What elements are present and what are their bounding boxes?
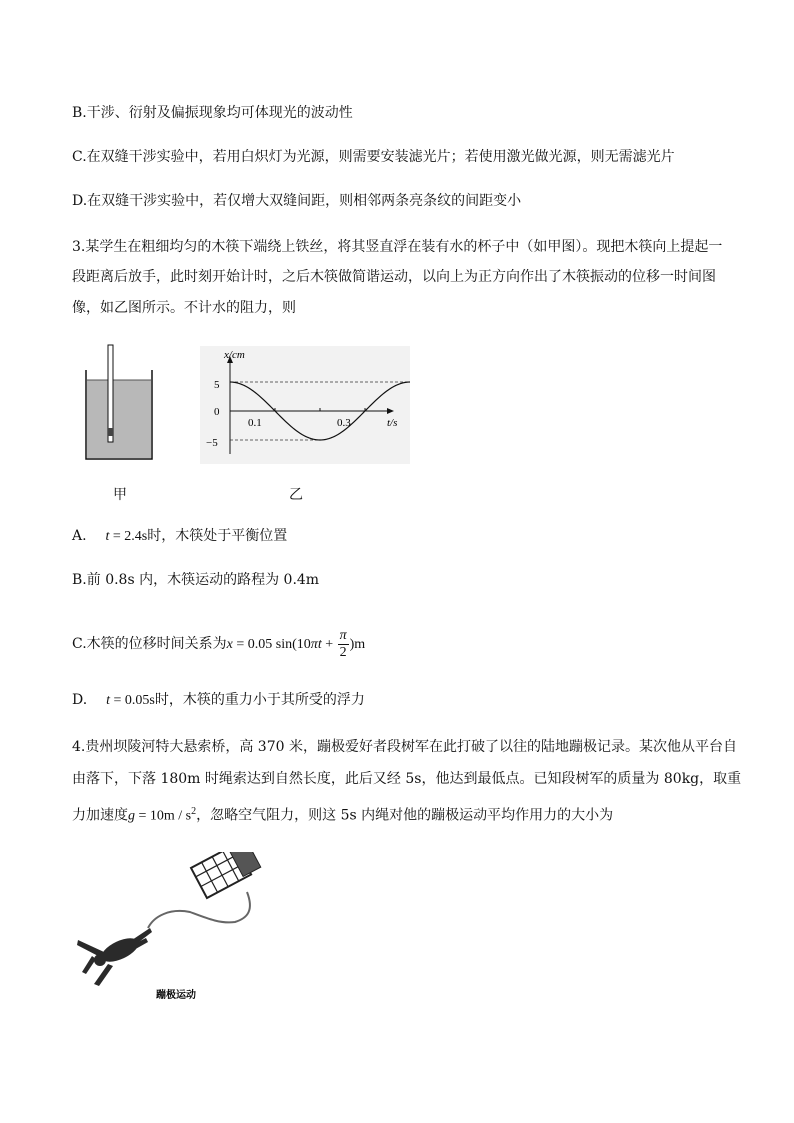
y-tick-label-neg5: −5 <box>206 437 218 449</box>
chopstick <box>108 345 113 442</box>
option-3a-equals: = 2.4s <box>109 529 148 544</box>
option-3d-prefix: D. <box>72 692 88 708</box>
option-3c-plus: + <box>321 637 337 652</box>
option-3a-var-t: t <box>105 529 110 544</box>
fig-jia-caption: 甲 <box>113 487 127 503</box>
q4-g-value: = 10m / s <box>135 808 192 824</box>
option-3c-lhs: x <box>226 637 233 652</box>
q4-line3-a: 力加速度 <box>72 807 128 824</box>
bungee-jumping-image <box>72 852 272 1008</box>
option-3a-prefix: A. <box>72 528 87 544</box>
water-fill <box>87 380 151 458</box>
option-2b: B.干涉、衍射及偏振现象均可体现光的波动性 <box>72 105 353 121</box>
option-3b: B.前 0.8s 内，木筷运动的路程为 0.4m <box>72 572 320 588</box>
option-3a-text: 时，木筷处于平衡位置 <box>147 528 288 544</box>
option-3c-tail: )m <box>349 637 366 652</box>
option-3c-mid: = 0.05 sin(10 <box>232 637 311 652</box>
q4-line3-b: ，忽略空气阻力，则这 5s 内绳对他的蹦极运动平均作用力的大小为 <box>196 807 614 824</box>
option-3d <box>72 691 732 710</box>
option-3c-t: t <box>317 637 322 652</box>
q4-var-g: g <box>128 808 135 824</box>
bungee-caption: 蹦极运动 <box>156 990 196 1001</box>
option-2d: D.在双缝干涉实验中，若仅增大双缝间距，则相邻两条亮条纹的间距变小 <box>72 193 522 209</box>
option-3d-var-t: t <box>106 693 110 708</box>
option-3c-prefix: C.木筷的位移时间关系为 <box>72 636 227 652</box>
fraction-numerator: π <box>339 627 347 643</box>
fig-yi-caption: 乙 <box>289 487 303 503</box>
option-3c <box>72 626 732 662</box>
x-axis-label: t/s <box>387 417 398 429</box>
x-tick-label-0.3: 0.3 <box>337 417 351 429</box>
option-3c-fraction <box>338 628 349 661</box>
q3-stem-line3: 像，如乙图所示。不计水的阻力，则 <box>72 300 296 316</box>
q3-stem-line2: 段距离后放手，此时刻开始计时，之后木筷做简谐运动，以向上为正方向作出了木筷振动的位移一时间图 <box>72 269 716 285</box>
iron-wire <box>108 428 113 436</box>
option-3d-equals: = 0.05s <box>109 693 155 708</box>
option-3a <box>72 527 732 546</box>
cup-chopstick-figure <box>80 342 162 464</box>
y-tick-label-0: 0 <box>214 406 220 418</box>
q3-stem-line1: 3.某学生在粗细均匀的木筷下端绕上铁丝，将其竖直浮在装有水的杯子中（如甲图）。现把木筷向上提起一 <box>72 239 723 255</box>
q4-stem-line2: 由落下，下落 180m 时绳索达到自然长度，此后又经 5s，他达到最低点。已知段树军的质量为 80kg，取重 <box>72 771 742 787</box>
y-axis-label: x/cm <box>224 349 245 361</box>
q4-stem-line1: 4.贵州坝陵河特大悬索桥，高 370 米，蹦极爱好者段树军在此打破了以往的陆地蹦极记录。某次他从平台自 <box>72 739 737 755</box>
option-3c-pi: π <box>310 637 318 652</box>
option-3d-text: 时，木筷的重力小于其所受的浮力 <box>154 692 365 708</box>
x-tick-label-0.1: 0.1 <box>248 417 262 429</box>
xt-graph <box>200 346 410 464</box>
y-tick-label-5: 5 <box>214 379 220 391</box>
fraction-denominator: 2 <box>339 644 347 660</box>
q4-g-exponent: 2 <box>191 806 197 817</box>
q4-stem-line3 <box>72 803 732 826</box>
option-2c: C.在双缝干涉实验中，若用白炽灯为光源，则需要安装滤光片；若使用激光做光源，则无需滤光片 <box>72 149 675 165</box>
